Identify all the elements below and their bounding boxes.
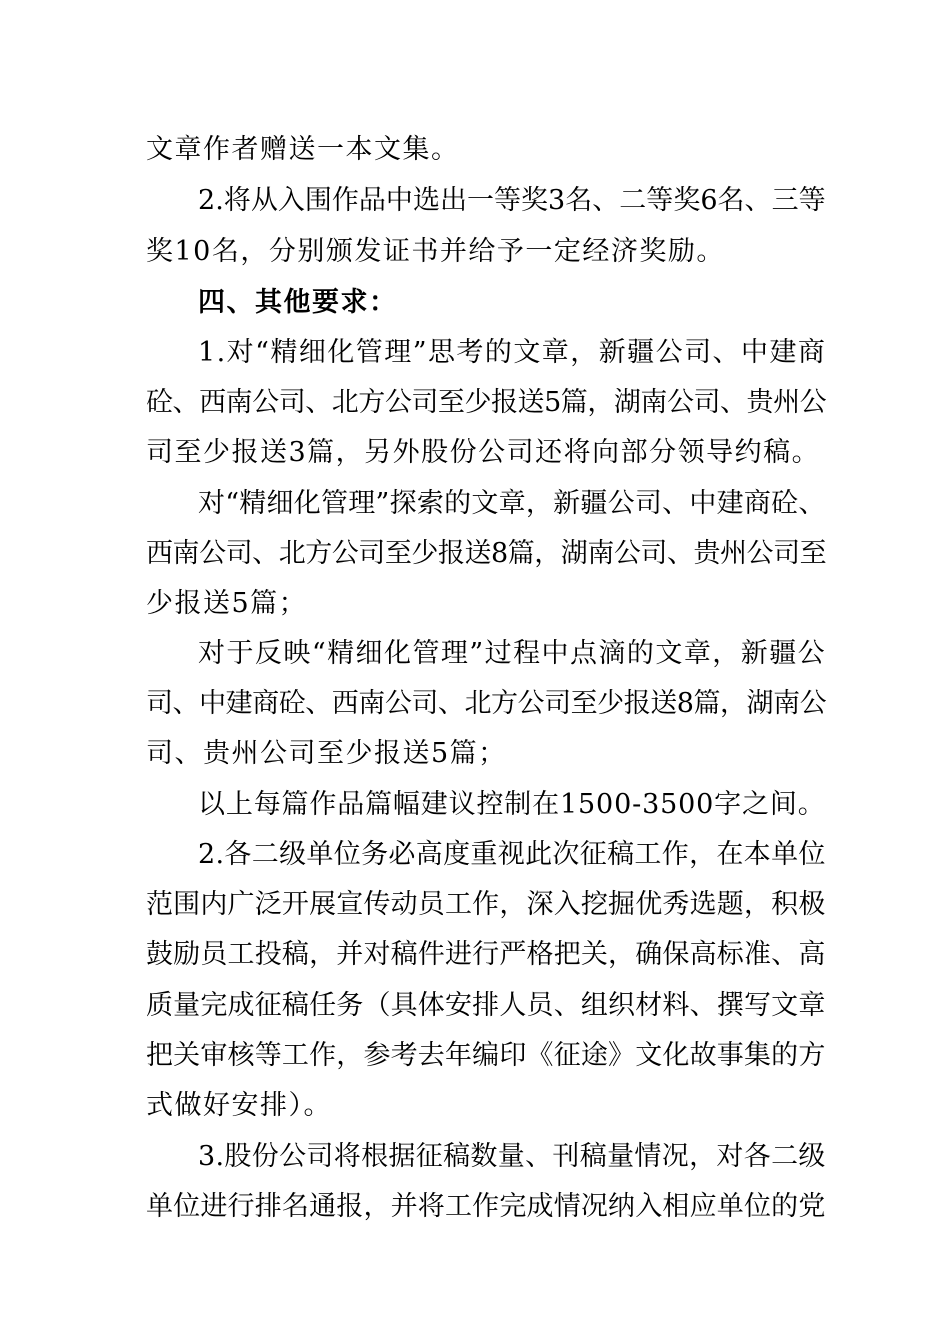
text-line: 奖10名，分别颁发证书并给予一定经济奖励。 (146, 236, 725, 267)
text-line: 范围内广泛开展宣传动员工作，深入挖掘优秀选题，积极 (146, 889, 826, 920)
text-line: 式做好安排）。 (146, 1090, 332, 1121)
text-line: 以上每篇作品篇幅建议控制在1500-3500字之间。 (198, 789, 826, 820)
text-line: 司至少报送3篇，另外股份公司还将向部分领导约稿。 (146, 437, 821, 468)
text-line: 对于反映“精细化管理”过程中点滴的文章，新疆公 (198, 638, 827, 669)
text-line: 2.将从入围作品中选出一等奖3名、二等奖6名、三等 (198, 185, 826, 216)
text-line: 3.股份公司将根据征稿数量、刊稿量情况，对各二级 (198, 1141, 826, 1172)
text-line: 文章作者赠送一本文集。 (146, 134, 460, 165)
text-line: 质量完成征稿任务（具体安排人员、组织材料、撰写文章 (146, 990, 826, 1021)
text-line: 对“精细化管理”探索的文章，新疆公司、中建商砼、 (198, 488, 826, 519)
text-line: 单位进行排名通报，并将工作完成情况纳入相应单位的党 (146, 1191, 826, 1222)
section-heading: 四、其他要求： (198, 287, 398, 318)
text-line: 鼓励员工投稿，并对稿件进行严格把关，确保高标准、高 (146, 939, 826, 970)
text-line: 司、中建商砼、西南公司、北方公司至少报送8篇，湖南公 (146, 688, 827, 719)
text-line: 把关审核等工作，参考去年编印《征途》文化故事集的方 (146, 1040, 826, 1071)
text-line: 西南公司、北方公司至少报送8篇，湖南公司、贵州公司至 (146, 538, 827, 569)
text-line: 1.对“精细化管理”思考的文章，新疆公司、中建商 (198, 337, 827, 368)
text-line: 少报送5篇； (146, 588, 308, 619)
text-line: 砼、西南公司、北方公司至少报送5篇，湖南公司、贵州公 (146, 387, 827, 418)
text-line: 2.各二级单位务必高度重视此次征稿工作，在本单位 (198, 839, 826, 870)
text-line: 司、贵州公司至少报送5篇； (146, 738, 507, 769)
